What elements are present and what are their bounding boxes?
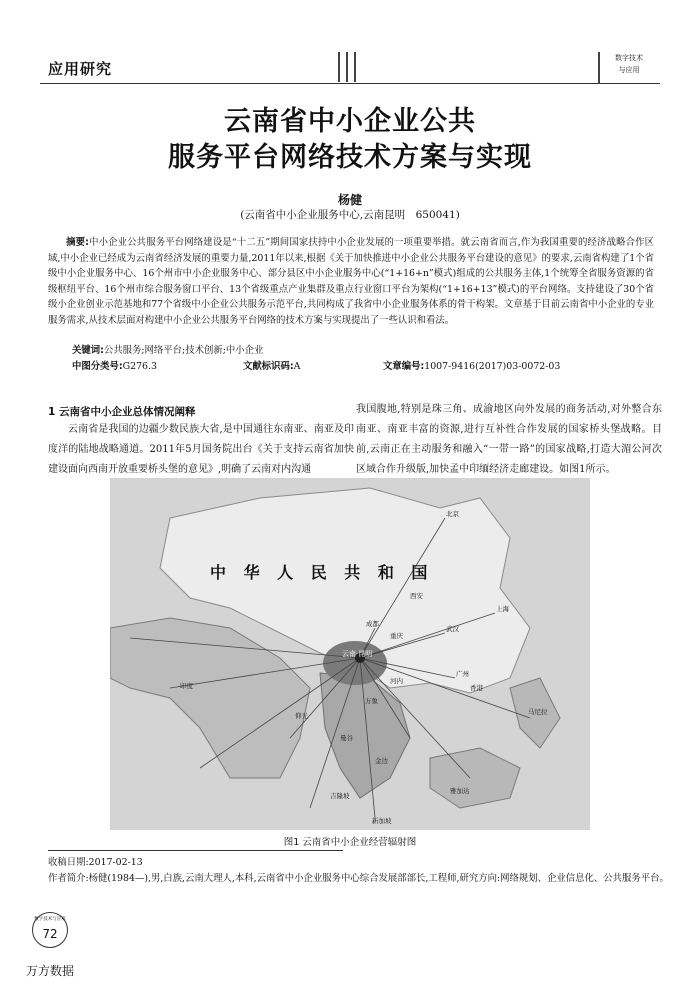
abstract	[48, 235, 654, 329]
article-label: 文章编号:	[383, 361, 425, 372]
body-left-column: 云南省是我国的边疆少数民族大省,是中国通往东南亚、南亚及印度洋的陆地战略通道。2011年5月国务院出台《关于支持云南省加快建设面向西南开放重要桥头堡的意见》,明确了云南对内沟通	[48, 424, 354, 475]
map-svg	[110, 478, 590, 830]
page-number-badge	[32, 912, 68, 948]
header-rule	[40, 83, 660, 84]
journal-section-label: 应用研究	[48, 60, 113, 78]
keywords	[72, 342, 263, 356]
city-label: 吉隆坡	[330, 792, 350, 800]
journal-logo	[598, 52, 658, 84]
title-line-1: 云南省中小企业公共	[224, 106, 476, 137]
city-label: 马尼拉	[528, 708, 548, 716]
city-label: 金边	[375, 757, 388, 765]
city-label: 成都	[366, 620, 379, 628]
city-label: 万象	[365, 697, 378, 705]
wanfang-watermark: 万方数据	[26, 964, 75, 978]
article-value: 1007-9416(2017)03-0072-03	[424, 361, 561, 372]
yunnan-region	[323, 641, 387, 685]
city-label: 重庆	[390, 632, 403, 640]
doc-value: A	[293, 361, 301, 372]
figure-caption: 图1 云南省中小企业经营辐射图	[283, 837, 417, 848]
footnote-rule	[48, 850, 343, 851]
city-label: 西安	[410, 592, 423, 600]
clc-value: G276.3	[122, 361, 157, 372]
city-label: 上海	[496, 605, 509, 613]
city-label: 北京	[446, 510, 459, 518]
body-right-column: 我国腹地,特别是珠三角、成渝地区向外发展的商务活动,对外整合东南亚、南亚丰富的资源,进行互补性合作发展的国家桥头堡战略。目前,云南正在主动服务和融入“一带一路”的国家战略,打造大湄公河次区域合作升级版,加快孟中印缅经济走廊建设。如图1所示。	[356, 404, 662, 475]
center-label: 云南·昆明	[342, 650, 373, 658]
keywords-text: 公共服务;网络平台;技术创新;中小企业	[103, 345, 264, 356]
abstract-text: 中小企业公共服务平台网络建设是“十二五”期间国家扶持中小企业发展的一项重要举措。就云南省而言,作为我国重要的经济战略合作区域,中小企业已经成为云南省经济发展的重要力量,2011年以来,根据《关于加快推进中小企业公共服务平台建设的意见》的要求,云南省构建了1个省级中小企业服务中心、16个州市中小企业服务中心、部分县区中小企业服务中心(“1+16+n”模式)组成的公共服务主体,1个统筹全省服务资源的省级枢纽平台、16个州市综合服务窗口平台、13个省级重点产业集群及重点行业窗口平台为架构(“1+16+13”模式)的平台网络。支持建设了30个省级小企业创业示范基地和77个省级中小企业公共服务示范平台,共同构成了我省中小企业服务体系的骨干构架。文章基于目前云南省中小企业的专业服务需求,从技术层面对构建中小企业公共服务平台网络的技术方案与实现提出了一些认识和看法。	[48, 237, 655, 326]
keywords-label: 关键词:	[72, 345, 104, 356]
section-heading: 1 云南省中小企业总体情况阐释	[48, 406, 196, 418]
bio-label: 作者简介:	[48, 873, 89, 884]
city-label: 雅加达	[450, 787, 470, 795]
radiation-map-figure	[110, 478, 590, 830]
city-label: 新加坡	[372, 817, 392, 825]
journal-logo-line2: 与应用	[618, 66, 640, 74]
city-label: 香港	[470, 684, 483, 692]
document-code	[243, 358, 300, 372]
badge-journal-text: 数字技术与应用	[34, 917, 66, 922]
doc-label: 文献标识码:	[243, 361, 294, 372]
country-label: 中 华 人 民 共 和 国	[210, 563, 434, 582]
city-label: 武汉	[446, 625, 459, 633]
abstract-label: 摘要:	[66, 237, 89, 248]
author-affiliation: (云南省中小企业服务中心,云南昆明 650041)	[240, 209, 460, 221]
city-label: 仰光	[295, 712, 308, 720]
received-date: 收稿日期:2017-02-13	[48, 857, 143, 868]
city-label: 印度	[180, 682, 193, 690]
page-number: 72	[42, 927, 58, 941]
city-label: 曼谷	[340, 734, 353, 742]
article-number	[383, 358, 560, 372]
city-label: 河内	[390, 677, 403, 685]
author-bio	[48, 871, 699, 886]
title-line-2: 服务平台网络技术方案与实现	[168, 142, 532, 173]
author-name: 杨健	[337, 193, 362, 207]
city-label: 广州	[456, 670, 469, 678]
bio-text: 杨健(1984—),男,白族,云南大理人,本科,云南省中小企业服务中心综合发展部部长,工程师,研究方向:网络规划、企业信息化、公共服务平台。	[88, 873, 669, 884]
clc-number	[72, 358, 157, 372]
clc-label: 中图分类号:	[72, 361, 123, 372]
article-title	[0, 104, 700, 176]
journal-logo-line1: 数字技术	[615, 54, 643, 62]
header-bars-decoration	[338, 52, 362, 82]
